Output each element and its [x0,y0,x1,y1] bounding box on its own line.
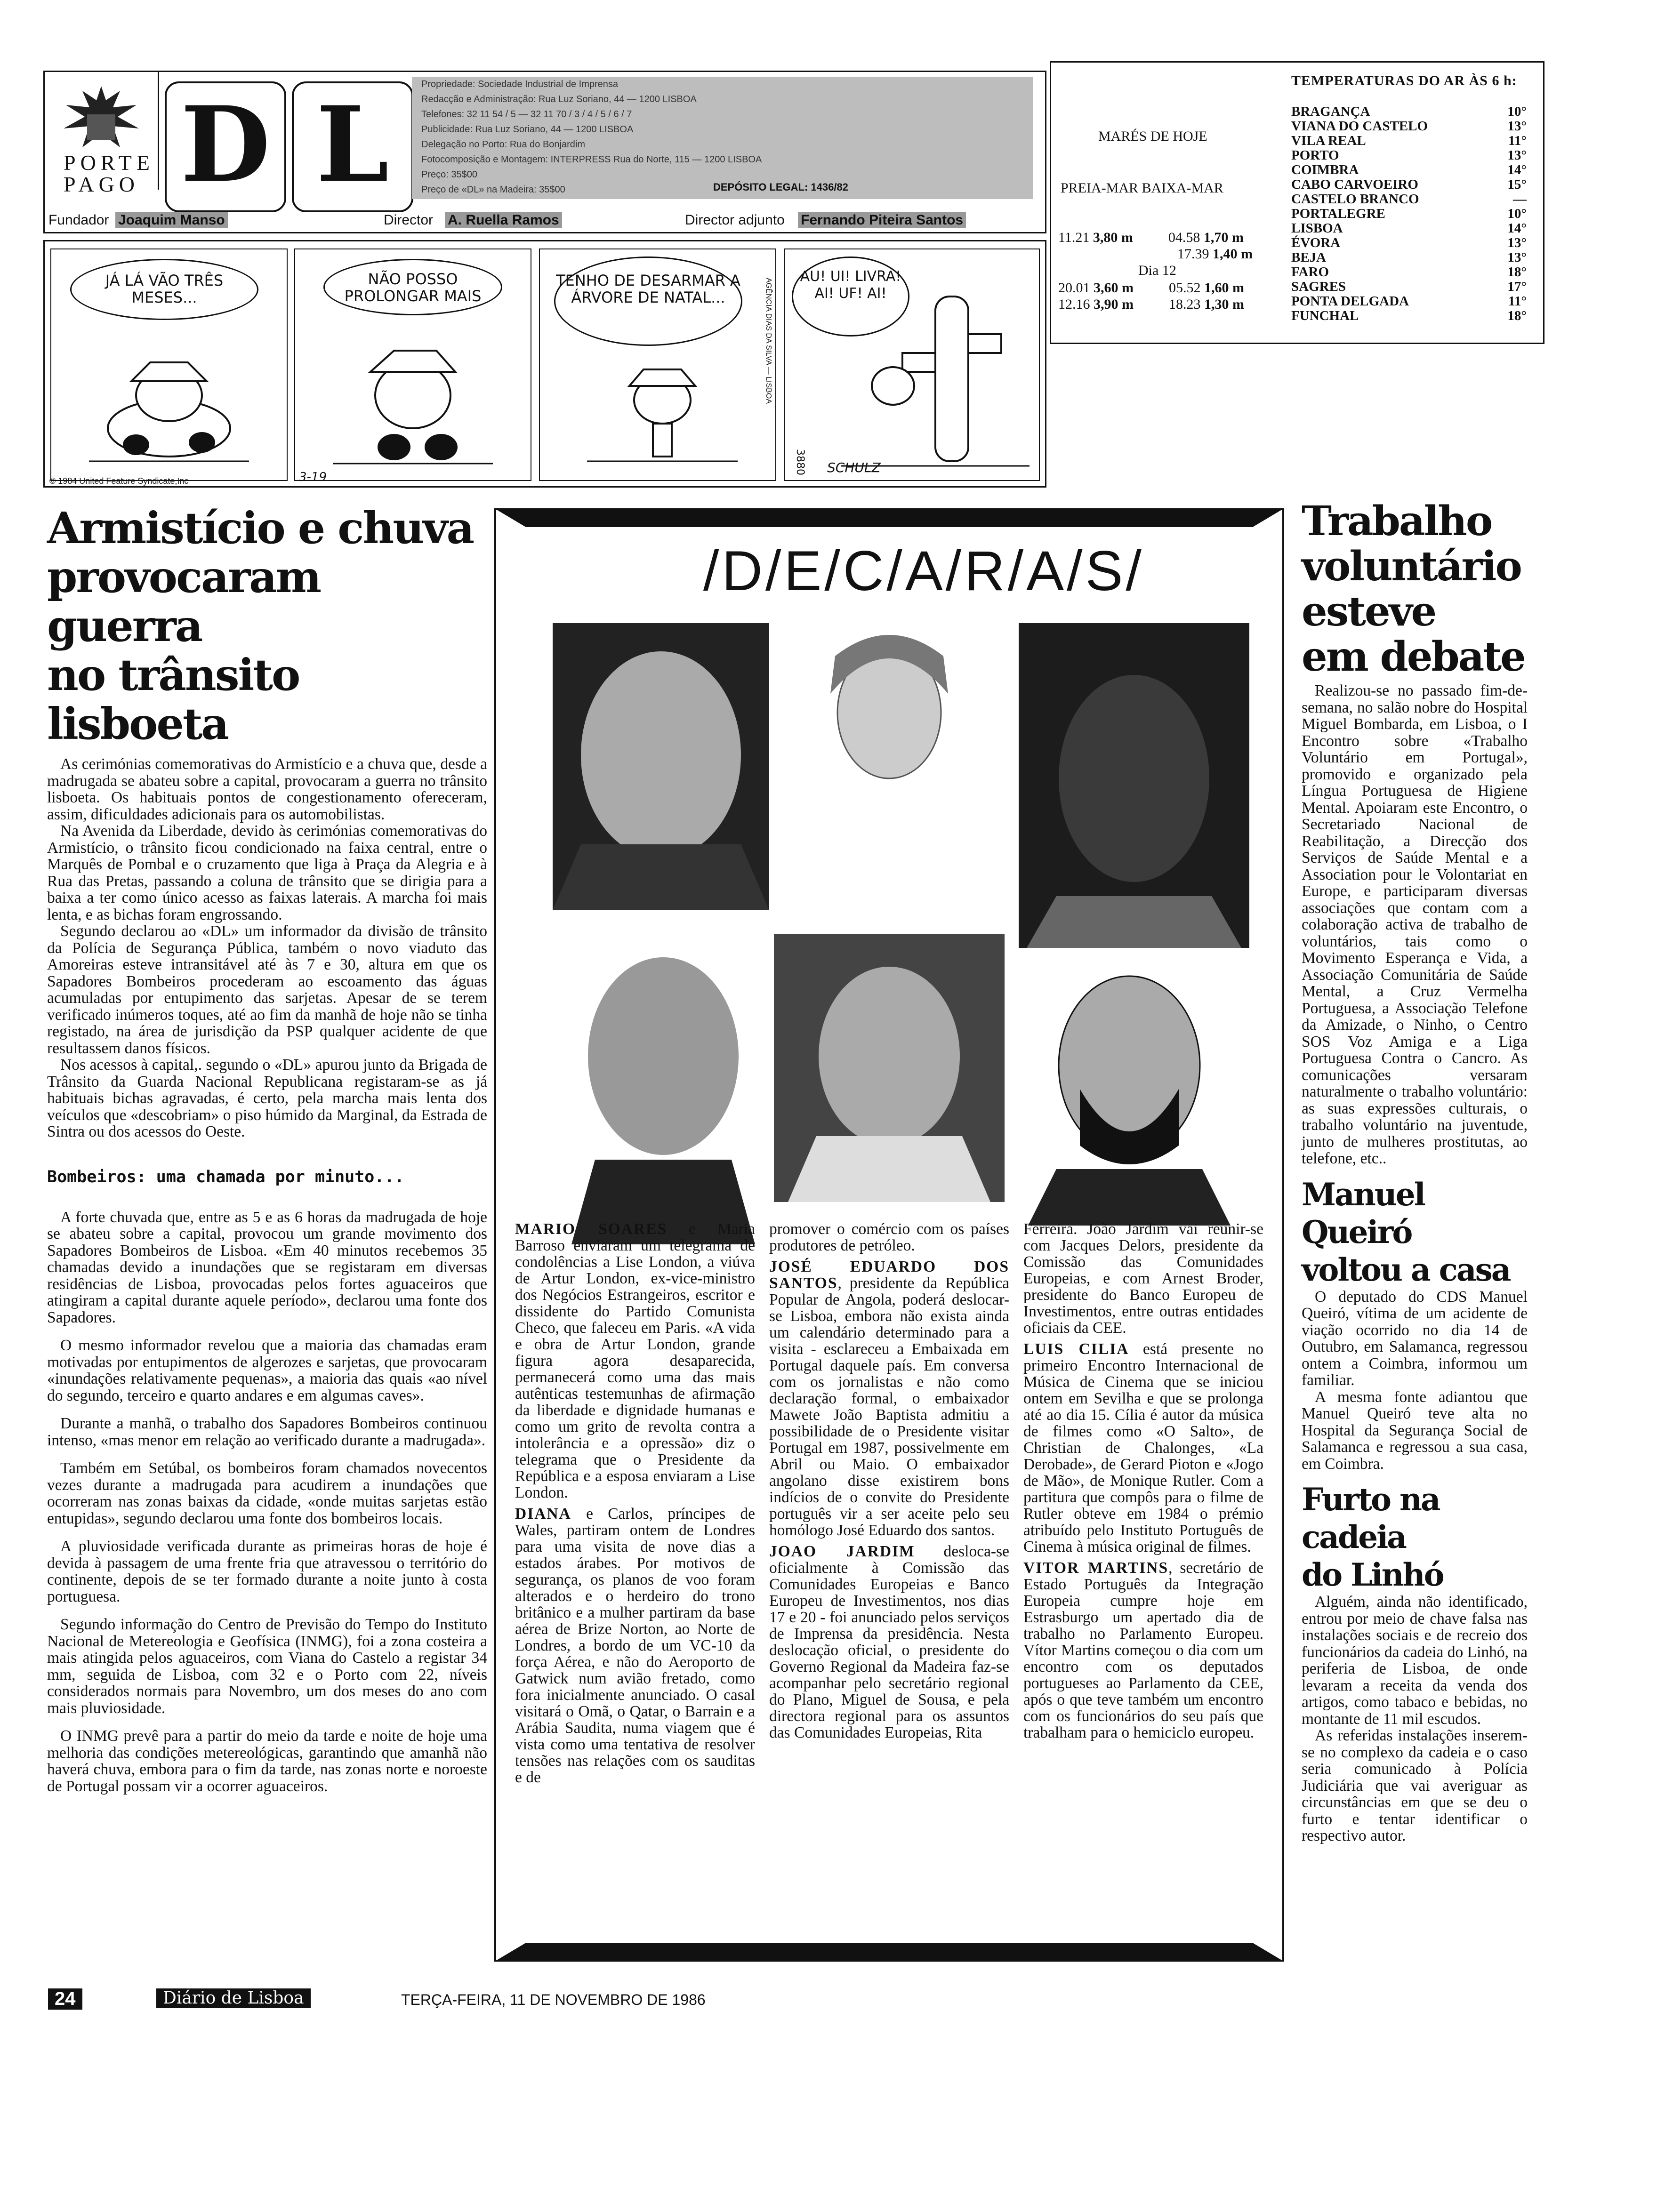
strip-number: 3880 [794,449,806,475]
city-temperature: 14° [1507,221,1527,236]
city-temperature: 10° [1507,104,1527,119]
city-row [1291,206,1536,222]
tide-row: 20.01 3,60 m 05.52 1,60 m [1058,280,1244,296]
adjunto-label: Director adjunto [685,212,785,228]
paragraph: Nos acessos à capital,. segundo o «DL» apurou junto da Brigada de Trânsito da Guarda Nacional Republicana registaram-se as já habituais bichas agravadas, é certo, pela marcha mais lenta dos veículos que «descobriam» o piso húmido da Marginal, da Estrada de Sintra ou dos acessos do Oeste. [47,1056,487,1140]
city-name: SAGRES [1291,279,1346,294]
pago-text: PAGO [64,172,140,196]
tides-subheading: PREIA-MAR BAIXA-MAR [1061,180,1223,196]
info-line: Fotocomposição e Montagem: INTERPRESS Rua do Norte, 115 — 1200 LISBOA [421,154,762,165]
paragraph: Alguém, ainda não identificado, entrou por meio de chave falsa nas instalações sociais e de recreio dos funcionários da cadeia do Linhó, na periferia de Lisboa, de onde levaram a receita da venda dos artigos, como tabaco e bebidas, no montante de 11 mil escudos. [1302,1593,1528,1728]
paragraph: O deputado do CDS Manuel Queiró, vítima de um acidente de viação ocorrido no dia 14 de Outubro, em Salamanca, regressou ontem a Coimbra, informou um familiar. [1302,1288,1528,1389]
caras-item: JOAO JARDIM desloca-se oficialmente à Comissão das Comunidades Europeias e Banco Europeu de Investimentos, nos dias 17 e 20 - foi anunciado pelos serviços de Imprensa da presidência. Nesta deslocação oficial, o presidente do Governo Regional da Madeira faz-se acompanhar pelo secretário regional do Plano, Miguel de Sousa, e pela directora regional para os assuntos das Comunidades Europeias, Rita [769,1543,1009,1741]
masthead-info [412,77,1033,199]
comic-panel-4 [784,248,1040,481]
city-name: VIANA DO CASTELO [1291,119,1428,134]
issue-date: TERÇA-FEIRA, 11 DE NOVEMBRO DE 1986 [401,1991,706,2008]
page-number: 24 [48,1988,82,2010]
caras-item: LUIS CILIA está presente no primeiro Encontro Internacional de Música de Cinema que se iniciou ontem em Sevilha e que se prolonga até ao dia 15. Cília é autor da música de filmes como «O Salto», de Christian de Chalonges, «La Derobade», de Gerard Pioton e «Jogo de Mão», de Monique Rutler. Com a partitura que compôs para o filme de Rutler obteve em 1984 o prémio atribuído pelo Instituto Português de Cinema à música original de filmes. [1023,1340,1263,1555]
headline-line: no trânsito lisboeta [47,649,299,749]
paragraph: Segundo informação do Centro de Previsão do Tempo do Instituto Nacional de Metereologia e Geofísica (INMG), foi a zona costeira a mais atingida pelos aguaceiros, com Viana do Castelo a registar 34 mm, seguida de Lisboa, com 32 e o Porto com 22, níveis considerados normais para Novembro, um dos meses do ano com mais pluviosidade. [47,1616,487,1717]
photo-diana [774,623,1005,811]
right-column [1302,499,1528,1844]
tide-row: 12.16 3,90 m 18.23 1,30 m [1058,297,1244,312]
artist-signature: SCHULZ [827,460,881,475]
caras-item: promover o comércio com os países produtores de petróleo. [769,1220,1009,1254]
snoopy-icon [587,362,738,471]
speech-bubble: TENHO DE DESARMAR A ÁRVORE DE NATAL... [554,256,742,346]
deposito-legal: DEPÓSITO LEGAL: 1436/82 [713,181,848,193]
info-line: Publicidade: Rua Luz Soriano, 44 — 1200 LISBOA [421,124,634,135]
article-linho [1302,1594,1528,1844]
caras-top-bar [494,508,1284,527]
director-name: A. Ruella Ramos [445,212,562,228]
snoopy-icon [333,339,493,471]
paragraph: A forte chuvada que, entre as 5 e as 6 horas da madrugada de hoje se abateu sobre a capital, provocou um grande movimento dos Sapadores Bombeiros de Lisboa. «Em 40 minutos recebemos 35 chamadas devido a inundações que se registaram em diversas residências de Lisboa, provocadas pelos fortes aguaceiros que atingiram a capital durante aquele período», declarou uma fonte dos Sapadores. [47,1208,487,1326]
photo-mario-soares [553,623,769,910]
paragraph: Realizou-se no passado fim-de-semana, no salão nobre do Hospital Miguel Bombarda, em Lisboa, o I Encontro sobre «Trabalho Voluntário em Portugal», promovido e organizado pela Língua Portuguesa de Higiene Mental. Apoiaram este Encontro, o Secretariado Nacional de Reabilitação, a Direcção dos Serviços de Saúde Mental e a Association pour le Volontariat en Europe, e participaram diversas associações que contam com a colaboração activa de trabalho de voluntários, tais como o Movimento Esperança e Vida, a Associação Comunitária de Saúde Mental, a Cruz Vermelha Portuguesa, a Associação Telefone da Amizade, o Ninho, o Centro SOS Voz Amiga e a Liga Portuguesa Contra o Cancro. As comunicações versaram naturalmente o trabalho voluntário: as suas expressões culturais, o trabalho voluntário na juventude, junto de mulheres prostitutas, ao telefone, etc.. [1302,682,1528,1167]
speech-bubble: AU! UI! LIVRA! AI! UF! AI! [792,256,909,337]
info-line: Delegação no Porto: Rua do Bonjardim [421,139,585,150]
info-line: Propriedade: Sociedade Industrial de Imprensa [421,79,619,89]
paragraph: Durante a manhã, o trabalho dos Sapadores Bombeiros continuou intenso, «mas menor em relação ao verificado durante a madrugada». [47,1415,487,1449]
city-row [1291,308,1536,324]
temperature-title: TEMPERATURAS DO AR ÀS 6 h: [1291,73,1517,88]
city-row [1291,235,1536,251]
masthead-credits [45,209,1045,230]
director-label: Director [384,212,434,228]
paragraph: A pluviosidade verificada durante as primeiras horas de hoje é devida à passagem de uma frente fria que atravessou o território do continente, depois de se ter formado durante a noite junto à costa portuguesa. [47,1538,487,1605]
comic-strip [43,240,1046,488]
paragraph: Na Avenida da Liberdade, devido às cerimónias comemorativas do Armistício, o trânsito ficou condicionado na faixa central, entre o Marquês de Pombal e o cruzamento que liga à Praça da Alegria e à Rua das Pretas, passando a coluna de trânsito que se dirigia para a baixa a ter como único acesso as faixas laterais. A marcha foi mais lenta, e as bichas foram engrossando. [47,822,487,923]
masthead [43,71,1046,233]
caras-item: VITOR MARTINS, secretário de Estado Português da Integração Europeia cumpre hoje em Estrasburgo um apertado dia de trabalho no Parlamento Europeu. Vítor Martins começou o dia com um encontro com os deputados portugueses ao Parlamento da CEE, após o que teve também um encontro com os funcionários do seu país que trabalham para o hemiciclo europeu. [1023,1559,1264,1741]
comic-copyright: © 1984 United Feature Syndicate,Inc [49,476,189,486]
caras-item: MARIO SOARES e Maria Barroso enviaram um telegrama de condolências a Lise London, a viúva de Artur London, ex-vice-ministro dos Negócios Estrangeiros, escritor e dissidente do Partido Comunista Checo, que faleceu em Paris. «A vida e obra de Artur London, grande figura agora desaparecida, permanecerá como uma das mais autênticas testemunhas de afirmação da liberdade e dignidade humanas e como um grito de revolta contra a intolerância e a opressão» diz o telegrama que o Presidente da República e a esposa enviaram a Lise London. [515,1220,756,1501]
city-name: PONTA DELGADA [1291,294,1409,309]
info-line: Preço: 35$00 [421,169,477,180]
photo-vitor-martins [553,915,774,1244]
city-row [1291,192,1536,207]
paragraph: As cerimónias comemorativas do Armistício e a chuva que, desde a madrugada se abateu sobre a capital, provocaram a guerra no trânsito lisboeta. Os habituais pontos de congestionamento ofereceram, assim, dificuldades adicionais para os automobilistas. [47,755,487,823]
paragraph: O mesmo informador revelou que a maioria das chamadas eram motivadas por entupimentos de algerozes e sarjetas, que provocaram «inundações relativamente pequenas», a maioria das quais «ao nível do segundo, terceiro e quarto andares e em algumas caves». [47,1337,487,1404]
tide-day: Dia 12 [1138,263,1176,278]
city-temperature: 15° [1507,177,1527,192]
city-row [1291,162,1536,178]
tides-heading: MARÉS DE HOJE [1098,128,1207,144]
city-name: BEJA [1291,250,1327,265]
caras-item: JOSÉ EDUARDO DOS SANTOS, presidente da República Popular de Angola, poderá deslocar-se Lisboa, embora não exista ainda um calendário determinado para a visita - esclareceu a Embaixada em Portugal daquele país. Em conversa com os jornalistas e não como declaração formal, o embaixador Mawete João Baptista admitiu a possibilidade de o Presidente visitar Portugal em 1987, possivelmente em Abril ou Maio. O embaixador angolano disse existirem bons indícios de o convite do Presidente português vir a ser aceite pelo seu homólogo José Eduardo dos santos. [769,1258,1009,1539]
city-row [1291,104,1536,120]
city-name: FARO [1291,264,1329,280]
comic-panel-1 [50,248,288,481]
subheading: Bombeiros: uma chamada por minuto... [47,1167,404,1186]
city-name: PORTALEGRE [1291,206,1385,221]
comic-panel-3 [539,248,776,481]
city-temperature: 13° [1507,119,1527,134]
caras-bottom-bar [494,1943,1284,1962]
city-temperature: 18° [1507,308,1527,323]
porte-text: PORTE [64,151,154,175]
city-row [1291,119,1536,134]
caras-column-3 [1023,1221,1263,1746]
left-article [47,504,487,1795]
photo-eduardo-dos-santos [1019,623,1249,962]
headline-line: Armistício e chuva [47,503,474,553]
caras-title: /D/E/C/A/R/A/S/ [703,539,1144,602]
paragraph: Também em Setúbal, os bombeiros foram chamados novecentos vezes durante a madrugada para acudirem a inundações que ocorreram nas zonas baixas da cidade, «onde muitas sarjetas estão entupidas», segundo declarou uma fonte dos bombeiros locais. [47,1459,487,1527]
caras-column-2 [769,1221,1009,1746]
city-row [1291,264,1536,280]
city-row [1291,133,1536,149]
city-temperature: — [1513,192,1527,207]
de-caras-box [494,508,1284,1962]
city-row [1291,148,1536,163]
city-row [1291,294,1536,309]
city-name: VILA REAL [1291,133,1366,148]
porte-pago [64,152,154,195]
comic-date: 3-19 [299,470,327,484]
city-name: COIMBRA [1291,162,1359,177]
article-body-2 [47,1209,487,1795]
city-name: FUNCHAL [1291,308,1359,323]
info-line: Preço de «DL» na Madeira: 35$00 [421,184,565,195]
city-temperature: 11° [1508,294,1527,309]
info-line: Redacção e Administração: Rua Luz Soriano, 44 — 1200 LISBOA [421,94,697,104]
city-temperature: 11° [1508,133,1527,148]
cactus-icon [841,268,1030,475]
caras-item: DIANA e Carlos, príncipes de Wales, partiram ontem de Londres para uma visita de nove dias a estados árabes. Por motivos de segurança, os planos de voo foram alterados e o herdeiro do trono britânico e a mulher partiram da base aérea de Brize Norton, ao Norte de Londres, a bordo de um VC-10 da força Aérea, e não do Aeroporto de Gatwick num avião fretado, como fora inicialmente anunciado. O casal visitará o Omã, o Qatar, o Barrain e a Arábia Saudita, numa viagem que é vista como uma tentativa de resolver tensões nas relações com os sauditas e de [515,1505,755,1786]
city-name: LISBOA [1291,221,1343,236]
info-line: Telefones: 32 11 54 / 5 — 32 11 70 / 3 / 4 / 5 / 6 / 7 [421,109,632,120]
headline [47,504,487,748]
comic-panel-2 [294,248,531,481]
snoopy-icon [89,344,249,471]
speech-bubble: JÁ LÁ VÃO TRÊS MESES... [70,259,258,320]
city-row [1291,279,1536,295]
photo-joao-jardim [774,934,1005,1202]
speech-bubble: NÃO POSSO PROLONGAR MAIS [323,259,502,315]
paragraph: Segundo declarou ao «DL» um informador da divisão de trânsito da Polícia de Segurança Pública, também o novo viaduto das Amoreiras esteve intransitável até às 7 e 30, altura em que os Sapadores Bombeiros procederam ao escoamento das águas acumuladas por entupimento das sarjetas. Apesar de se terem verificado inúmeros toques, até ao fim da manhã de hoje não se tinha registado, na área de jurisdição da PSP qualquer acidente de que resultassem danos físicos. [47,922,487,1057]
headline-queiro: Manuel Queiró voltou a casa [1302,1176,1510,1288]
logo-d: D [165,81,286,212]
city-temperature: 10° [1507,206,1527,221]
headline-voluntario: Trabalho voluntário esteve em debate [1302,497,1525,681]
city-temperature: 13° [1507,235,1527,250]
paragraph: A mesma fonte adiantou que Manuel Queiró teve alta no Hospital da Segurança Social de Salamanca e regressou a sua casa, em Coimbra. [1302,1388,1528,1473]
headline-linho: Furto na cadeia do Linhó [1302,1481,1443,1593]
city-temperature: 13° [1507,148,1527,163]
city-row [1291,177,1536,192]
adjunto-name: Fernando Piteira Santos [798,212,966,228]
city-temperature: 18° [1507,264,1527,280]
coat-of-arms-icon [59,81,144,152]
tide-row: 17.39 1,40 m [1177,246,1253,262]
city-name: ÉVORA [1291,235,1341,250]
headline-line: provocaram guerra [47,552,321,651]
city-name: CABO CARVOEIRO [1291,177,1418,192]
crest-area [45,72,159,196]
paragraph: As referidas instalações inserem-se no complexo da cadeia e o caso seria comunicado à Polícia Judiciária que vai averiguar as circunstâncias em que se deu o furto e tentar identificar o respectivo autor. [1302,1727,1528,1844]
city-row [1291,221,1536,236]
paper-name: Diário de Lisboa [156,1988,311,2008]
caras-item: Ferreira. João Jardim vai reunir-se com Jacques Delors, presidente da Comissão das Comunidades Europeias, e com Arnest Broder, presidente do Banco Europeu de Investimentos, entre outras entidades oficiais da CEE. [1023,1220,1263,1337]
city-name: CASTELO BRANCO [1291,192,1419,207]
city-temperature: 13° [1507,250,1527,265]
weather-box [1050,61,1544,344]
article-queiro [1302,1289,1528,1473]
fundador-name: Joaquim Manso [115,212,228,228]
city-temperature: 14° [1507,162,1527,177]
tide-row: 11.21 3,80 m 04.58 1,70 m [1058,230,1244,245]
agency-credit: AGÊNCIA DIAS DA SILVA — LISBOA [764,278,772,404]
city-row [1291,250,1536,265]
article-voluntario [1302,682,1528,1167]
paragraph: O INMG prevê para a partir do meio da tarde e noite de hoje uma melhoria das condições metereológicas, garantindo que amanhã não haverá chuva, embora para o fim da tarde, nas zonas norte e noroeste de Portugal possam vir a ocorrer aguaceiros. [47,1727,487,1795]
city-name: BRAGANÇA [1291,104,1370,119]
city-temperature: 17° [1507,279,1527,294]
page-footer [43,1988,749,2012]
city-name: PORTO [1291,148,1339,163]
photo-luis-cilia [1009,948,1249,1226]
fundador-label: Fundador [48,212,109,228]
article-body [47,756,487,1140]
logo-l: L [292,81,413,212]
caras-column-1 [515,1221,755,1790]
